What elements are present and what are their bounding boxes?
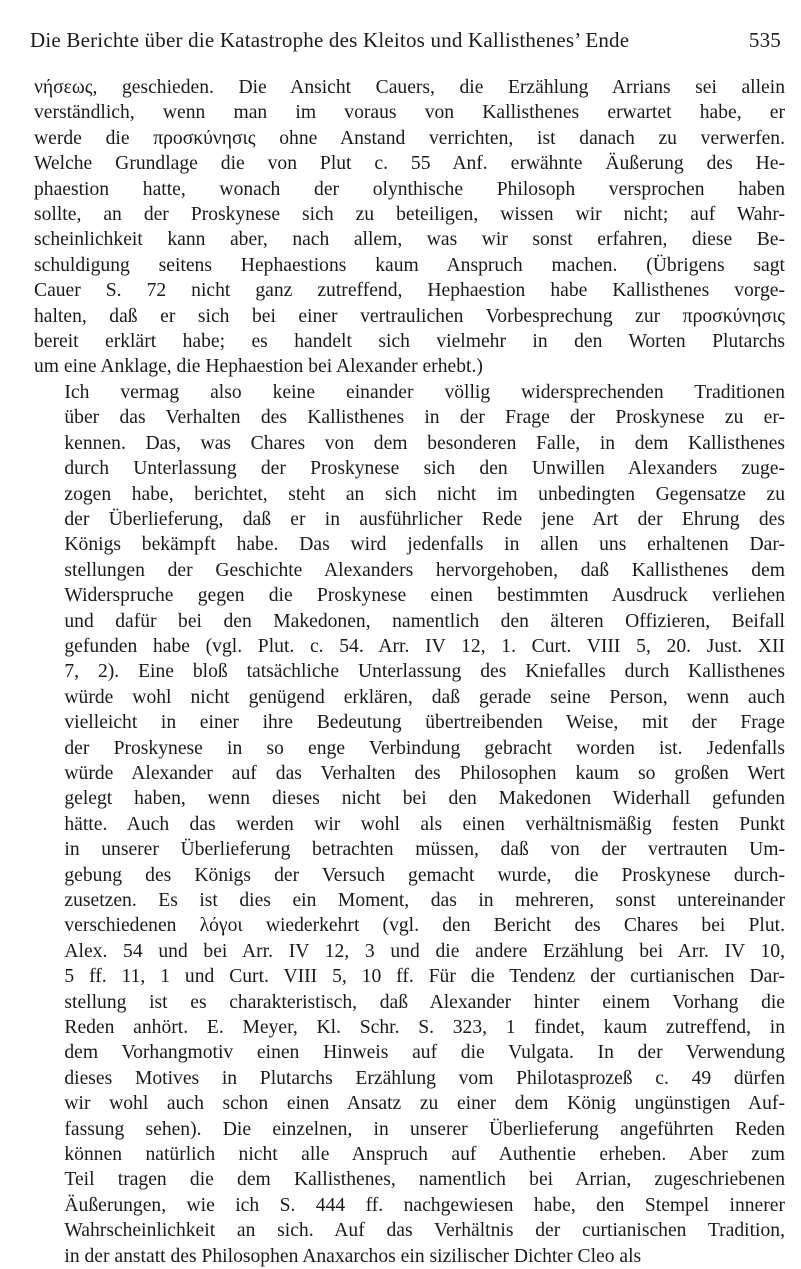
text-line: können natürlich nicht alle Anspruch auf Authentie erheben. Aber zum xyxy=(64,1144,785,1166)
text-line: bereit erklärt habe; es handelt sich vielmehr in den Worten Plutarchs xyxy=(34,331,785,353)
text-line: verständlich, wenn man im voraus von Kallisthenes erwartet habe, er xyxy=(34,102,785,124)
text-line: um eine Anklage, die Hephaestion bei Alexander erhebt.) xyxy=(34,356,483,378)
text-line: durch Unterlassung der Proskynese sich den Unwillen Alexanders zuge- xyxy=(64,458,785,480)
text-line: dieses Motives in Plutarchs Erzählung vom Philotasprozeß c. 49 dürfen xyxy=(64,1067,785,1089)
paragraph xyxy=(34,380,785,1269)
text-line: zusetzen. Es ist dies ein Moment, das in mehreren, sonst untereinander xyxy=(64,890,785,911)
text-line: stellung ist es charakteristisch, daß Alexander hinter einem Vorhang die xyxy=(64,991,785,1013)
text-line: kennen. Das, was Chares von dem besonderen Falle, in dem Kallisthenes xyxy=(64,432,785,454)
text-line: in der anstatt des Philosophen Anaxarchos ein sizilischer Dichter Cleo als xyxy=(64,1245,642,1267)
text-line: Äußerungen, wie ich S. 444 ff. nachgewiesen habe, den Stempel innerer xyxy=(64,1194,785,1216)
text-line: schuldigung seitens Hephaestions kaum Anspruch machen. (Übrigens sagt xyxy=(34,254,785,276)
text-line: stellungen der Geschichte Alexanders hervorgehoben, daß Kallisthenes dem xyxy=(64,559,785,581)
paragraph xyxy=(34,75,785,380)
text-line: 7, 2). Eine bloß tatsächliche Unterlassung des Kniefalles durch Kallisthenes xyxy=(64,661,785,683)
text-line: νήσεως, geschieden. Die Ansicht Cauers, die Erzählung Arrians sei allein xyxy=(34,77,785,98)
page-number: 535 xyxy=(748,28,781,52)
text-line: dem Vorhangmotiv einen Hinweis auf die Vulgata. In der Verwendung xyxy=(64,1042,785,1064)
text-line: werde die προσκύνησις ohne Anstand verrichten, ist danach zu verwerfen. xyxy=(34,127,785,149)
text-line: Reden anhört. E. Meyer, Kl. Schr. S. 323, 1 findet, kaum zutreffend, in xyxy=(64,1017,785,1039)
text-line: gelegt haben, wenn dieses nicht bei den Makedonen Widerhall gefunden xyxy=(64,788,785,810)
text-line: Königs bekämpft habe. Das wird jedenfalls in allen uns erhaltenen Dar- xyxy=(64,534,785,556)
text-line: Welche Grundlage die von Plut c. 55 Anf. erwähnte Äußerung des He- xyxy=(34,153,785,175)
text-line: halten, daß er sich bei einer vertraulichen Vorbesprechung zur προσκύνησις xyxy=(34,305,785,327)
text-line: gebung des Königs der Versuch gemacht wurde, die Proskynese durch- xyxy=(64,864,785,886)
running-head xyxy=(30,28,781,58)
text-line: der Überlieferung, daß er in ausführlicher Rede jene Art der Ehrung des xyxy=(64,508,785,530)
text-line: Teil tragen die dem Kallisthenes, namentlich bei Arrian, zugeschriebenen xyxy=(64,1169,785,1191)
text-line: wir wohl auch schon einen Ansatz zu einer dem König ungünstigen Auf- xyxy=(64,1093,785,1115)
text-line: in unserer Überlieferung betrachten müssen, daß von der vertrauten Um- xyxy=(64,839,785,861)
text-line: phaestion hatte, wonach der olynthische Philosoph versprochen haben xyxy=(34,178,785,200)
text-line: Cauer S. 72 nicht ganz zutreffend, Hephaestion habe Kallisthenes vorge- xyxy=(34,280,785,302)
text-line: fassung sehen). Die einzelnen, in unserer Überlieferung angeführten Reden xyxy=(64,1118,785,1140)
text-line: Alex. 54 und bei Arr. IV 12, 3 und die andere Erzählung bei Arr. IV 10, xyxy=(64,940,785,962)
text-line: zogen habe, berichtet, steht an sich nicht im unbedingten Gegensatze zu xyxy=(64,483,785,505)
text-line: der Proskynese in so enge Verbindung gebracht worden ist. Jedenfalls xyxy=(64,737,785,759)
text-line: 5 ff. 11, 1 und Curt. VIII 5, 10 ff. Für die Tendenz der curtianischen Dar- xyxy=(64,966,785,988)
text-line: würde wohl nicht genügend erklären, daß gerade seine Person, wenn auch xyxy=(64,686,785,708)
text-line: Wahrscheinlichkeit an sich. Auf das Verhältnis der curtianischen Tradition, xyxy=(64,1220,785,1242)
text-line: würde Alexander auf das Verhalten des Philosophen kaum so großen Wert xyxy=(64,762,785,784)
body-text xyxy=(34,75,785,1269)
text-line: hätte. Auch das werden wir wohl als einen verhältnismäßig festen Punkt xyxy=(64,813,785,835)
text-line: Ich vermag also keine einander völlig widersprechenden Traditionen xyxy=(64,381,785,403)
text-line: sollte, an der Proskynese sich zu beteiligen, wissen wir nicht; auf Wahr- xyxy=(34,204,785,226)
text-line: gefunden habe (vgl. Plut. c. 54. Arr. IV 12, 1. Curt. VIII 5, 20. Just. XII xyxy=(64,635,785,657)
running-head-title: Die Berichte über die Katastrophe des Kleitos und Kallisthenes’ Ende xyxy=(30,28,630,52)
text-line: und dafür bei den Makedonen, namentlich den älteren Offizieren, Beifall xyxy=(64,610,785,632)
text-line: verschiedenen λόγοι wiederkehrt (vgl. den Bericht des Chares bei Plut. xyxy=(64,915,785,937)
text-line: Widerspruche gegen die Proskynese einen bestimmten Ausdruck verliehen xyxy=(64,585,785,607)
text-line: scheinlichkeit kann aber, nach allem, was wir sonst erfahren, diese Be- xyxy=(34,229,785,251)
text-line: vielleicht in einer ihre Bedeutung übertreibenden Weise, mit der Frage xyxy=(64,712,785,734)
text-line: über das Verhalten des Kallisthenes in der Frage der Proskynese zu er- xyxy=(64,407,785,429)
